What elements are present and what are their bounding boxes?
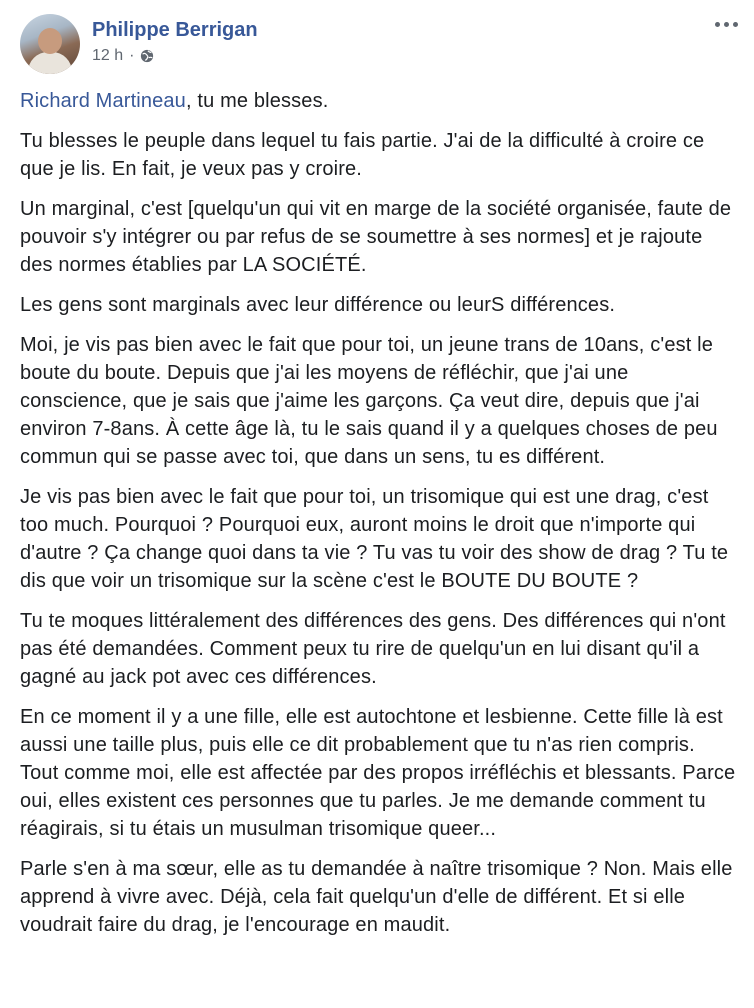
avatar[interactable] — [20, 14, 80, 74]
post-body — [20, 87, 736, 951]
post-timestamp[interactable]: 12 h — [92, 47, 124, 64]
post-paragraph: Je vis pas bien avec le fait que pour toi, un trisomique qui est une drag, c'est too much. Pourquoi ? Pourquoi eux, auront moins le droit que n'importe qui d'autre ? Ça change quoi dans ta vie ? Tu vas tu voir des show de drag ? Tu te dis que voir un trisomique sur la scène c'est le BOUTE DU BOUTE ? — [20, 486, 729, 592]
post-header — [20, 14, 258, 74]
post-paragraph: Les gens sont marginals avec leur différence ou leurS différences. — [20, 294, 616, 316]
post-paragraph — [20, 87, 736, 115]
post-paragraph: Parle s'en à ma sœur, elle as tu demandée à naître trisomique ? Non. Mais elle apprend à vivre avec. Déjà, cela fait quelqu'un d'elle de différent. Et si elle voudrait faire du drag, je l'encourage en maudit. — [20, 858, 733, 936]
mention-suffix: , tu me blesses. — [185, 90, 329, 112]
separator-dot: · — [129, 47, 135, 64]
post-paragraph: Un marginal, c'est [quelqu'un qui vit en marge de la société organisée, faute de pouvoir s'y intégrer ou par refus de se soumettre à ses normes] et je rajoute des normes établies par LA SOCIÉTÉ. — [20, 198, 732, 276]
post-meta — [92, 17, 258, 67]
post-paragraph: Tu te moques littéralement des différences des gens. Des différences qui n'ont pas été demandées. Comment peux tu rire de quelqu'un en lui disant qu'il a gagné au jack pot avec ces différences. — [20, 610, 726, 688]
mention-link[interactable]: Richard Martineau — [20, 90, 186, 112]
author-name[interactable]: Philippe Berrigan — [92, 19, 258, 41]
post-paragraph: Moi, je vis pas bien avec le fait que pour toi, un jeune trans de 10ans, c'est le boute du boute. Depuis que j'ai les moyens de réfléchir, que j'ai une conscience, que je sais que j'aime les garçons. Ça veut dire, depuis que j'ai environ 7-8ans. À cette âge là, tu le sais quand il y a quelques choses de peu commun qui se passe avec toi, que dans un sens, tu es différent. — [20, 334, 718, 468]
globe-icon[interactable] — [140, 49, 154, 63]
post-paragraph: En ce moment il y a une fille, elle est autochtone et lesbienne. Cette fille là est aussi une taille plus, puis elle ce dit probablement que tu n'as rien compris. Tout comme moi, elle est affectée par des propos irréfléchis et blessants. Parce oui, elles existent ces personnes que tu parles. Je me demande comment tu réagirais, si tu étais un musulman trisomique queer... — [20, 706, 736, 840]
post-subline — [92, 45, 258, 67]
more-options-icon[interactable] — [715, 22, 738, 27]
post-paragraph: Tu blesses le peuple dans lequel tu fais partie. J'ai de la difficulté à croire ce que je lis. En fait, je veux pas y croire. — [20, 130, 705, 180]
